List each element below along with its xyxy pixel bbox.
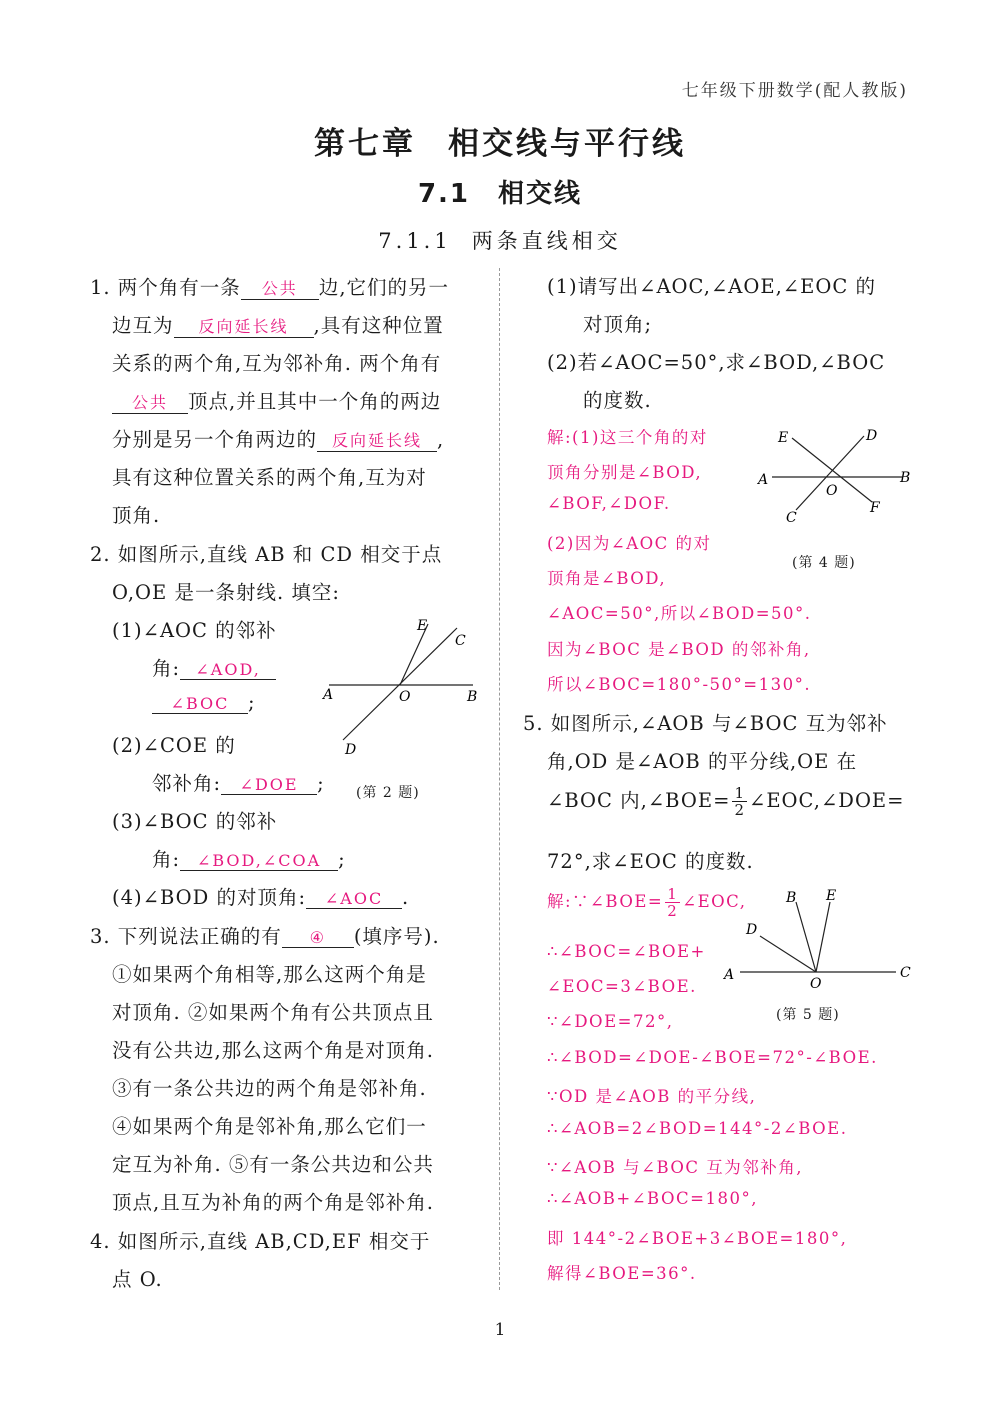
q3-line-5: ③有一条公共边的两个角是邻补角. — [112, 1077, 427, 1100]
q2-line-1: 2. 如图所示,直线 AB 和 CD 相交于点 — [90, 543, 443, 566]
q2-line-2: O,OE 是一条射线. 填空: — [112, 581, 340, 604]
q4-line-2: 点 O. — [112, 1268, 163, 1291]
q5-line-1: 5. 如图所示,∠AOB 与∠BOC 互为邻补 — [523, 712, 888, 735]
q1-answer-3: 公共 — [112, 390, 188, 414]
q1-answer-4: 反向延长线 — [317, 428, 437, 452]
label-e: E — [778, 430, 789, 446]
label-d: D — [345, 742, 357, 758]
q5-solution-2: ∴∠BOC=∠BOE+ — [547, 942, 706, 961]
q4-solution-8: 所以∠BOC=180°-50°=130°. — [547, 675, 812, 694]
q1-line-2: 边互为 反向延长线 ,具有这种位置 — [112, 314, 444, 337]
q1-line-4: 公共 顶点,并且其中一个角的两边 — [112, 386, 441, 414]
q3-line-8: 顶点,且互为补角的两个角是邻补角. — [112, 1191, 434, 1214]
label-o: O — [399, 689, 411, 705]
label-e: E — [417, 618, 428, 634]
q2-part-2: (2)∠COE 的 — [112, 734, 236, 757]
label-a: A — [323, 687, 334, 703]
chapter-number: 第七章 — [314, 126, 416, 162]
q1-line-5: 分别是另一个角两边的 反向延长线 , — [112, 428, 445, 451]
book-title: 七年级下册数学(配人教版) — [681, 81, 908, 101]
q2-part-1: (1)∠AOC 的邻补 — [112, 619, 277, 642]
q4-solution-1: 解:(1)这三个角的对 — [547, 428, 708, 447]
q1-line-7: 顶角. — [112, 504, 161, 527]
q4-solution-7: 因为∠BOC 是∠BOD 的邻补角, — [547, 640, 811, 659]
label-o: O — [810, 976, 822, 992]
subsection-number: 7.1.1 — [378, 229, 452, 253]
column-divider — [499, 268, 500, 1290]
subsection-title: 两条直线相交 — [471, 229, 622, 253]
label-e: E — [826, 888, 837, 904]
q5-solution-7: ∴∠AOB=2∠BOD=144°-2∠BOE. — [547, 1119, 848, 1138]
q2-answer-3: ∠DOE — [221, 775, 317, 795]
q3-line-1: 3. 下列说法正确的有 ④ (填序号). — [90, 925, 440, 948]
q5-solution-3: ∠EOC=3∠BOE. — [547, 977, 697, 996]
subsection-heading — [0, 225, 1000, 255]
q3-line-3: 对顶角. ②如果两个角有公共顶点且 — [112, 1001, 434, 1024]
q2-answer-2: ∠BOC — [152, 694, 248, 714]
q4-solution-3: ∠BOF,∠DOF. — [547, 494, 671, 513]
label-c: C — [900, 965, 911, 981]
q2-answer-1: ∠AOD, — [180, 660, 276, 680]
page-number: 1 — [494, 1320, 506, 1340]
q2-part-1-answer-line-2: ∠BOC ; — [152, 691, 256, 714]
q4-line-1: 4. 如图所示,直线 AB,CD,EF 相交于 — [90, 1230, 431, 1253]
q4-solution-6: ∠AOC=50°,所以∠BOD=50°. — [547, 604, 812, 623]
q4-solution-2: 顶角分别是∠BOD, — [547, 463, 703, 482]
label-a: A — [758, 472, 769, 488]
q5-solution-9: ∴∠AOB+∠BOC=180°, — [547, 1189, 758, 1208]
q5-solution-4: ∵∠DOE=72°, — [547, 1012, 674, 1031]
q3-line-4: 没有公共边,那么这两个角是对顶角. — [112, 1039, 434, 1062]
label-o: O — [826, 483, 838, 499]
q2-part-1-answer-line: 角: ∠AOD, — [152, 653, 276, 681]
section-heading — [0, 173, 1000, 210]
q4-solution-5: 顶角是∠BOD, — [547, 569, 667, 588]
label-b: B — [467, 689, 478, 705]
label-b: B — [786, 890, 797, 906]
q2-figure — [315, 612, 485, 762]
q5-solution-8: ∵∠AOB 与∠BOC 互为邻补角, — [547, 1158, 804, 1177]
label-d: D — [866, 428, 878, 444]
fraction: $\frac{1}{2}$ — [734, 784, 745, 819]
fraction: $\frac{1}{2}$ — [667, 885, 679, 920]
label-a: A — [724, 967, 735, 983]
q1-line-6: 具有这种位置关系的两个角,互为对 — [112, 466, 427, 489]
q3-line-7: 定互为补角. ⑤有一条公共边和公共 — [112, 1153, 434, 1176]
section-title: 相交线 — [498, 179, 583, 209]
q4-part-1: (1)请写出∠AOC,∠AOE,∠EOC 的 — [547, 275, 876, 298]
q4-solution-4: (2)因为∠AOC 的对 — [547, 534, 712, 553]
q1-answer-2: 反向延长线 — [174, 314, 314, 338]
chapter-heading — [0, 118, 1000, 163]
q2-answer-4: ∠BOD,∠COA — [180, 851, 338, 871]
q2-part-3-answer-line: 角: ∠BOD,∠COA ; — [152, 848, 346, 871]
q5-line-2: 角,OD 是∠AOB 的平分线,OE 在 — [547, 750, 858, 773]
q4-part-1-cont: 对顶角; — [583, 313, 653, 336]
q4-part-2: (2)若∠AOC=50°,求∠BOD,∠BOC — [547, 351, 886, 374]
q2-answer-5: ∠AOC — [306, 889, 402, 909]
q5-figure — [720, 884, 920, 994]
q4-figure — [752, 422, 922, 532]
section-number: 7.1 — [417, 179, 471, 209]
q5-solution-11: 解得∠BOE=36°. — [547, 1264, 697, 1283]
q5-line-3: ∠BOC 内,∠BOE= $\frac{1}{2}$ ∠EOC,∠DOE= — [547, 784, 905, 819]
q5-line-4: 72°,求∠EOC 的度数. — [547, 850, 754, 873]
q5-solution-6: ∵OD 是∠AOB 的平分线, — [547, 1087, 757, 1106]
q5-solution-5: ∴∠BOD=∠DOE-∠BOE=72°-∠BOE. — [547, 1048, 878, 1067]
label-f: F — [870, 500, 880, 516]
label-c: C — [455, 633, 466, 649]
q2-part-3: (3)∠BOC 的邻补 — [112, 810, 278, 833]
ray-oe — [816, 902, 830, 972]
q5-figure-caption: (第 5 题) — [776, 1007, 840, 1023]
q4-part-2-cont: 的度数. — [583, 389, 652, 412]
q3-line-6: ④如果两个角是邻补角,那么它们一 — [112, 1115, 427, 1138]
q5-solution-10: 即 144°-2∠BOE+3∠BOE=180°, — [547, 1229, 848, 1248]
q2-part-2-answer-line: 邻补角: ∠DOE ; — [152, 772, 325, 795]
q4-figure-caption: (第 4 题) — [792, 555, 856, 571]
label-b: B — [900, 470, 911, 486]
q3-line-2: ①如果两个角相等,那么这两个角是 — [112, 963, 427, 986]
chapter-title: 相交线与平行线 — [448, 126, 686, 162]
q5-solution-1: 解:∵∠BOE= $\frac{1}{2}$ ∠EOC, — [547, 885, 747, 920]
q2-part-4: (4)∠BOD 的对顶角: ∠AOC . — [112, 886, 410, 909]
label-d: D — [746, 922, 758, 938]
q3-answer: ④ — [282, 928, 354, 948]
q1-line-3: 关系的两个角,互为邻补角. 两个角有 — [112, 352, 442, 375]
label-c: C — [786, 510, 797, 526]
q2-figure-caption: (第 2 题) — [356, 785, 420, 801]
q1-line-1: 1. 两个角有一条 公共 边,它们的另一 — [90, 276, 450, 299]
q1-answer-1: 公共 — [241, 276, 319, 300]
